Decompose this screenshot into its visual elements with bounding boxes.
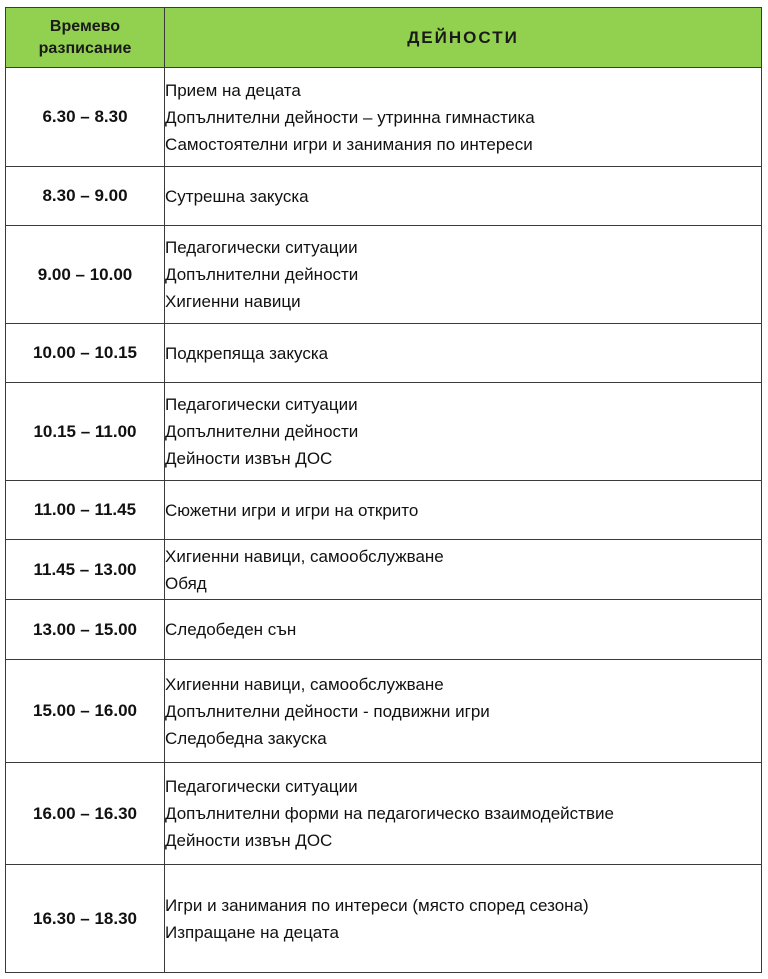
activities-cell bbox=[165, 167, 762, 226]
table-row bbox=[6, 660, 762, 763]
time-header-line2: разписание bbox=[38, 39, 132, 57]
activity-item: Педагогически ситуации bbox=[165, 395, 358, 414]
table-row bbox=[6, 865, 762, 973]
time-cell: 11.00 – 11.45 bbox=[6, 481, 165, 540]
time-column-header bbox=[6, 8, 165, 68]
activity-item: Прием на децата bbox=[165, 80, 301, 100]
time-cell: 10.00 – 10.15 bbox=[6, 324, 165, 383]
activity-item: Сутрешна закуска bbox=[165, 186, 309, 206]
table-row bbox=[6, 481, 762, 540]
activities-cell bbox=[165, 481, 762, 540]
activity-item: Сюжетни игри и игри на открито bbox=[165, 500, 419, 520]
activity-item: Следобеден сън bbox=[165, 620, 297, 639]
time-cell: 13.00 – 15.00 bbox=[6, 600, 165, 660]
activity-item: Допълнителни форми на педагогическо взаимодействие bbox=[165, 804, 614, 823]
table-header-row bbox=[6, 8, 762, 68]
time-cell: 16.30 – 18.30 bbox=[6, 865, 165, 973]
activities-cell bbox=[165, 763, 762, 865]
activity-item: Хигиенни навици, самообслужване bbox=[165, 674, 444, 694]
time-cell: 8.30 – 9.00 bbox=[6, 167, 165, 226]
activity-item: Дейности извън ДОС bbox=[165, 831, 333, 850]
table-row bbox=[6, 324, 762, 383]
activities-cell bbox=[165, 383, 762, 481]
table-row bbox=[6, 226, 762, 324]
activity-item: Обяд bbox=[165, 573, 207, 593]
activities-column-header: ДЕЙНОСТИ bbox=[165, 8, 762, 68]
table-row bbox=[6, 167, 762, 226]
activity-item: Самостоятелни игри и занимания по интереси bbox=[165, 134, 533, 154]
activity-item: Допълнителни дейности bbox=[165, 422, 359, 441]
table-row bbox=[6, 540, 762, 600]
activity-item: Следобедна закуска bbox=[165, 728, 327, 748]
activity-item: Педагогически ситуации bbox=[165, 238, 358, 257]
daily-schedule-table bbox=[5, 7, 762, 973]
time-cell: 16.00 – 16.30 bbox=[6, 763, 165, 865]
activity-item: Хигиенни навици, самообслужване bbox=[165, 546, 444, 566]
time-cell: 15.00 – 16.00 bbox=[6, 660, 165, 763]
time-header-line1: Времево bbox=[49, 17, 121, 35]
activities-cell bbox=[165, 324, 762, 383]
time-cell: 9.00 – 10.00 bbox=[6, 226, 165, 324]
activities-cell bbox=[165, 660, 762, 763]
activity-item: Изпращане на децата bbox=[165, 922, 339, 942]
activities-cell bbox=[165, 68, 762, 167]
time-cell: 6.30 – 8.30 bbox=[6, 68, 165, 167]
activities-cell bbox=[165, 600, 762, 660]
activity-item: Игри и занимания по интереси (място според сезона) bbox=[165, 895, 589, 915]
activity-item: Допълнителни дейности – утринна гимнастика bbox=[165, 107, 535, 127]
activities-cell bbox=[165, 540, 762, 600]
activities-cell bbox=[165, 865, 762, 973]
activity-item: Допълнителни дейности - подвижни игри bbox=[165, 701, 490, 721]
table-row bbox=[6, 600, 762, 660]
time-cell: 10.15 – 11.00 bbox=[6, 383, 165, 481]
activities-cell bbox=[165, 226, 762, 324]
activity-item: Дейности извън ДОС bbox=[165, 449, 333, 468]
table-row bbox=[6, 383, 762, 481]
activity-item: Подкрепяща закуска bbox=[165, 343, 329, 363]
table-row bbox=[6, 763, 762, 865]
activity-item: Допълнителни дейности bbox=[165, 265, 359, 284]
time-cell: 11.45 – 13.00 bbox=[6, 540, 165, 600]
activity-item: Хигиенни навици bbox=[165, 292, 301, 311]
table-row bbox=[6, 68, 762, 167]
activity-item: Педагогически ситуации bbox=[165, 777, 358, 796]
